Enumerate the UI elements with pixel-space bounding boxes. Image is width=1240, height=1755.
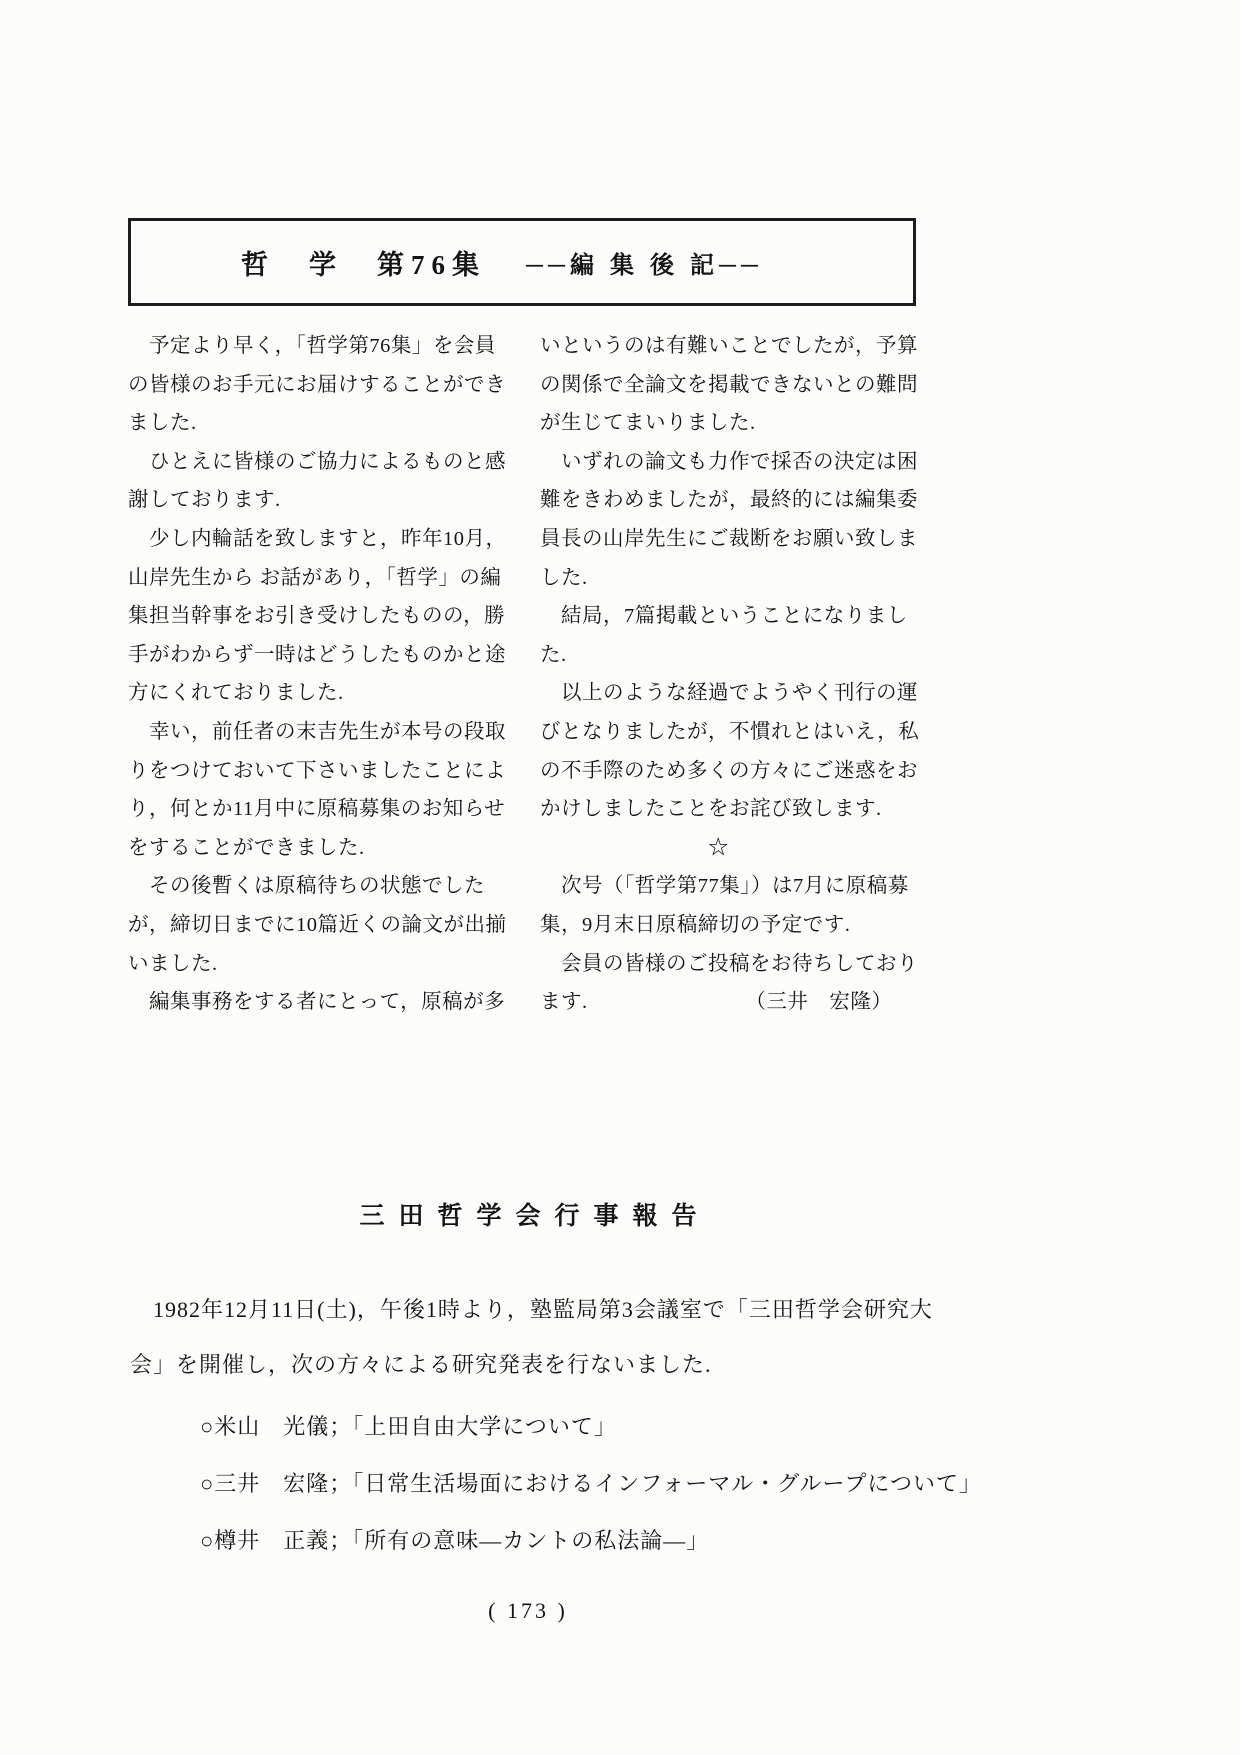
text-line: の関係で全論文を掲載できないとの難問 (540, 373, 918, 396)
text-line: 難をきわめましたが，最終的には編集委 (540, 489, 918, 512)
editorial-left-column (128, 327, 517, 1022)
text-line: ☆ (540, 836, 729, 859)
text-line: が，締切日までに10篇近くの論文が出揃 (128, 913, 507, 936)
report-body-paragraph (130, 1282, 945, 1392)
text-line: 会員の皆様のご投稿をお待ちしており (540, 952, 918, 975)
text-line: 以上のような経過でようやく刊行の運 (540, 682, 918, 705)
text-line: 謝しております. (128, 489, 281, 512)
editorial-text-columns (128, 327, 929, 1022)
text-line: いというのは有難いことでしたが，予算 (540, 335, 918, 357)
text-line: ○三井 宏隆；「日常生活場面におけるインフォーマル・グループについて」 (200, 1471, 982, 1496)
text-line: の皆様のお手元にお届けすることができ (128, 373, 506, 396)
text-line: 編集事務をする者にとって，原稿が多 (128, 991, 506, 1014)
editorial-note-title: ──編 集 後 記── (525, 252, 763, 279)
text-line: 少し内輪話を致しますと，昨年10月， (128, 527, 507, 550)
text-line: ひとえに皆様のご協力によるものと感 (128, 450, 506, 473)
text-line: ○米山 光儀；「上田自由大学について」 (200, 1414, 617, 1439)
text-line: 手がわからず一時はどうしたものかと途 (128, 643, 506, 666)
text-line: をすることができました. (128, 836, 365, 859)
text-line: の不手際のため多くの方々にご迷惑をお (540, 759, 918, 782)
header-box (128, 218, 916, 306)
text-line: 方にくれておりました. (128, 682, 344, 705)
text-line: 会」を開催し，次の方々による研究発表を行ないました. (130, 1352, 712, 1377)
report-section-title: 三田哲学会行事報告 (359, 1203, 711, 1230)
text-line: りをつけておいて下さいましたことによ (128, 759, 506, 782)
text-line: 員長の山岸先生にご裁断をお願い致しま (540, 527, 918, 550)
text-line: その後暫くは原稿待ちの状態でした (128, 875, 485, 898)
text-line: した. (540, 566, 588, 589)
text-line: が生じてまいりました. (540, 412, 756, 435)
text-line: 幸い，前任者の末吉先生が本号の段取 (128, 720, 506, 743)
text-line: 集担当幹事をお引き受けしたものの，勝 (128, 605, 506, 628)
text-line: ○樽井 正義；「所有の意味―カントの私法論―」 (200, 1528, 710, 1553)
text-line: いました. (128, 952, 218, 975)
text-line: いずれの論文も力作で採否の決定は困 (540, 450, 918, 473)
page-number: ( 173 ) (488, 1598, 568, 1623)
text-line: 結局，7篇掲載ということになりまし (540, 605, 908, 628)
text-line: 次号（「哲学第77集」）は7月に原稿募 (540, 875, 909, 898)
journal-title: 哲 学 第76集 (241, 249, 486, 280)
text-line: かけしましたことをお詫び致します. (540, 798, 882, 821)
text-line: た. (540, 643, 567, 666)
editorial-right-column (540, 327, 929, 1022)
text-line: 1982年12月11日(土)，午後1時より，塾監局第3会議室で「三田哲学会研究大 (130, 1297, 933, 1322)
text-line: ました. (128, 412, 197, 435)
text-line: ます. （三井 宏隆） (540, 991, 893, 1014)
presentation-list (200, 1398, 982, 1569)
text-line: り，何とか11月中に原稿募集のお知らせ (128, 798, 506, 821)
text-line: びとなりましたが，不慣れとはいえ，私 (540, 720, 920, 743)
text-line: 山岸先生から お話があり，「哲学」の編 (128, 566, 502, 589)
text-line: 予定より早く，「哲学第76集」を会員 (128, 335, 496, 357)
text-line: 集，9月末日原稿締切の予定です. (540, 913, 851, 936)
